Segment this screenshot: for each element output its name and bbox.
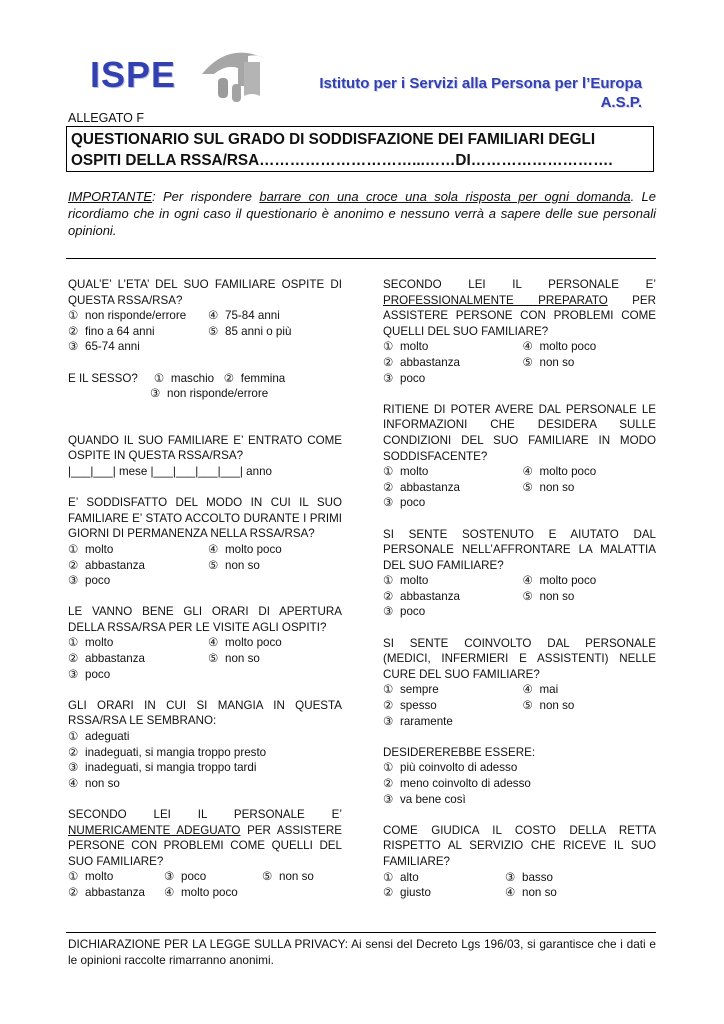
options (68, 308, 342, 355)
title-line2: OSPITI DELLA RSSA/RSA…………………………...……DI………………………. (71, 152, 613, 169)
option-1[interactable] (383, 870, 505, 886)
option-label: sempre (400, 683, 439, 697)
circle-1-icon[interactable]: ① (383, 465, 394, 479)
option-label: poco (85, 574, 111, 588)
circle-2-icon[interactable]: ② (68, 745, 79, 759)
option-2[interactable] (68, 558, 202, 574)
circle-2-icon[interactable]: ② (68, 652, 79, 666)
option-label: più coinvolto di adesso (400, 761, 518, 775)
option-label: alto (400, 870, 419, 884)
circle-3-icon[interactable]: ③ (68, 667, 79, 681)
option-label: non so (539, 699, 575, 713)
circle-3-icon[interactable]: ③ (383, 496, 394, 510)
circle-2-icon[interactable]: ② (68, 558, 79, 572)
circle-5-icon[interactable]: ⑤ (522, 699, 533, 713)
footer-divider (66, 932, 656, 933)
question-text: GLI ORARI IN CUI SI MANGIA IN QUESTA RSSA/RSA LE SEMBRANO: (68, 698, 342, 728)
circle-5-icon[interactable]: ⑤ (522, 480, 533, 494)
options (68, 729, 342, 791)
option-1[interactable] (68, 542, 202, 558)
option-4[interactable] (208, 542, 342, 558)
question-staff-numbers (68, 807, 342, 901)
circle-5-icon[interactable]: ⑤ (522, 355, 533, 369)
section-divider (66, 258, 656, 259)
option-label: molto (400, 574, 429, 588)
title-line1: QUESTIONARIO SUL GRADO DI SODDISFAZIONE DEI FAMILIARI DEGLI (71, 131, 596, 148)
circle-2-icon[interactable]: ② (383, 355, 394, 369)
circle-5-icon[interactable]: ⑤ (208, 558, 219, 572)
option-1[interactable] (383, 682, 517, 698)
circle-3-icon[interactable]: ③ (383, 371, 394, 385)
option-label: basso (522, 870, 553, 884)
circle-1-icon[interactable]: ① (383, 870, 394, 884)
option-label: molto poco (181, 885, 238, 899)
option-label: molto (85, 542, 114, 556)
circle-1-icon[interactable]: ① (68, 730, 79, 744)
option-label: non so (225, 558, 260, 572)
question-text (68, 807, 342, 869)
circle-2-icon[interactable]: ② (68, 885, 79, 899)
option-label: abbastanza (85, 652, 145, 666)
question-text: QUANDO IL SUO FAMILIARE E’ ENTRATO COME OSPITE IN QUESTA RSSA/RSA? (68, 433, 342, 463)
question-welcome (68, 495, 342, 589)
circle-2-icon[interactable]: ② (223, 371, 235, 385)
circle-3-icon[interactable]: ③ (164, 870, 175, 884)
question-sex-row (68, 371, 342, 387)
circle-2-icon[interactable]: ② (383, 480, 394, 494)
option-1[interactable] (68, 308, 202, 324)
option-3[interactable] (68, 386, 342, 402)
question-text-underlined: NUMERICAMENTE ADEGUATO (68, 823, 241, 837)
option-1[interactable] (383, 573, 517, 589)
option-5[interactable] (523, 355, 657, 371)
option-label: fino a 64 anni (85, 324, 155, 338)
instructions-part2: . Le ricordiamo che in ogni caso il questionario è anonimo e nessuno verrà a sapere delle sue personali opinioni. (68, 189, 656, 238)
attachment-label: ALLEGATO F (68, 111, 144, 125)
circle-2-icon[interactable]: ② (383, 777, 394, 790)
question-text (383, 277, 656, 339)
circle-3-icon[interactable]: ③ (383, 792, 394, 806)
question-meal-times (68, 698, 342, 792)
option-label: poco (85, 667, 111, 681)
option-5[interactable] (523, 589, 657, 605)
option-1[interactable] (383, 760, 656, 776)
option-5[interactable] (262, 870, 314, 883)
option-label: raramente (400, 714, 453, 728)
option-5[interactable] (208, 324, 342, 340)
question-text: QUAL’E’ L’ETA’ DEL SUO FAMILIARE OSPITE DI QUESTA RSSA/RSA? (68, 278, 342, 307)
option-4[interactable] (523, 682, 657, 698)
option-label: inadeguati, si mangia troppo presto (85, 745, 267, 759)
option-1[interactable] (154, 372, 214, 385)
option-4[interactable] (523, 573, 657, 589)
option-4[interactable] (208, 308, 342, 324)
option-label: abbastanza (400, 589, 460, 603)
privacy-statement: DICHIARAZIONE PER LA LEGGE SULLA PRIVACY: Ai sensi del Decreto Lgs 196/03, si garantisce che i dati e le opinioni raccolte rimarranno anonimi. (68, 937, 656, 967)
option-label: spesso (400, 699, 437, 713)
options (68, 635, 342, 682)
option-label: molto (85, 636, 114, 650)
option-label: 85 anni o più (225, 324, 292, 338)
option-1[interactable] (383, 464, 517, 480)
circle-2-icon[interactable]: ② (383, 699, 394, 713)
question-desired-involvement (383, 745, 656, 807)
option-label: maschio (170, 371, 215, 385)
question-cost (383, 823, 656, 901)
options-row1 (68, 869, 342, 885)
date-fields[interactable]: |___|___| mese |___|___|___|___| anno (68, 464, 272, 478)
option-label: molto (85, 870, 114, 884)
circle-4-icon[interactable]: ④ (505, 886, 516, 900)
option-2[interactable] (68, 885, 164, 901)
option-label: mai (539, 683, 559, 697)
question-text-underlined: PROFESSIONALMENTE PREPARATO (383, 293, 608, 307)
option-4[interactable] (523, 464, 657, 480)
options-row1 (383, 870, 656, 886)
option-2[interactable] (224, 372, 285, 385)
option-label: femmina (240, 371, 286, 385)
circle-4-icon[interactable]: ④ (164, 885, 175, 899)
option-label: poco (400, 496, 426, 510)
circle-1-icon[interactable]: ① (68, 636, 79, 650)
option-5[interactable] (523, 698, 657, 714)
circle-4-icon[interactable]: ④ (522, 340, 533, 354)
circle-3-icon[interactable]: ③ (150, 387, 161, 401)
option-4[interactable] (164, 886, 238, 899)
option-1[interactable] (68, 729, 342, 745)
option-label: molto (400, 340, 429, 354)
options (383, 464, 656, 511)
option-2[interactable] (68, 324, 202, 340)
circle-3-icon[interactable]: ③ (505, 870, 516, 884)
option-3[interactable] (383, 604, 517, 620)
option-label: non so (539, 480, 575, 494)
circle-1-icon[interactable]: ① (383, 340, 394, 354)
question-staff-training (383, 277, 656, 386)
option-5[interactable] (208, 651, 342, 667)
option-1[interactable] (383, 339, 517, 355)
circle-1-icon[interactable]: ① (383, 683, 394, 697)
option-label: poco (400, 605, 426, 619)
option-label: poco (400, 371, 426, 385)
option-label: molto poco (225, 636, 282, 650)
circle-3-icon[interactable]: ③ (68, 340, 79, 354)
option-label: 75-84 anni (225, 309, 280, 323)
question-text: SI SENTE COINVOLTO DAL PERSONALE (MEDICI, INFERMIERI E ASSISTENTI) NELLE CURE DEL SUO FAMILIARE? (383, 636, 656, 681)
circle-1-icon[interactable]: ① (383, 761, 394, 775)
option-label: meno coinvolto di adesso (400, 777, 531, 790)
option-label: abbastanza (400, 480, 460, 494)
right-column (383, 277, 656, 916)
circle-5-icon[interactable]: ⑤ (262, 870, 273, 884)
question-age (68, 277, 342, 355)
option-label: non so (85, 776, 120, 790)
circle-1-icon[interactable]: ① (68, 542, 79, 556)
circle-2-icon[interactable]: ② (383, 589, 394, 603)
option-2[interactable] (68, 651, 202, 667)
option-label: poco (181, 870, 207, 884)
option-5[interactable] (208, 558, 342, 574)
option-2[interactable] (383, 698, 517, 714)
option-1[interactable] (68, 869, 164, 885)
option-3[interactable] (68, 667, 202, 683)
question-text: RITIENE DI POTER AVERE DAL PERSONALE LE INFORMAZIONI CHE DESIDERA SULLE CONDIZIONI DEL SUO FAMILIARE IN MODO SODDISFACENTE? (383, 402, 656, 463)
options-row2 (68, 885, 342, 901)
option-label: abbastanza (85, 885, 145, 899)
circle-5-icon[interactable]: ⑤ (208, 324, 219, 338)
option-2[interactable] (383, 480, 517, 496)
option-3[interactable] (68, 760, 342, 776)
option-label: molto poco (225, 542, 282, 556)
circle-2-icon[interactable]: ② (383, 886, 394, 900)
circle-1-icon[interactable]: ① (383, 574, 394, 588)
option-label: 65-74 anni (85, 340, 140, 354)
document-title (66, 126, 654, 172)
option-label: abbastanza (85, 558, 145, 572)
option-label: non so (539, 355, 575, 369)
option-1[interactable] (68, 635, 202, 651)
option-3[interactable] (505, 871, 553, 884)
option-label: molto (400, 465, 429, 479)
question-sex (68, 371, 342, 402)
option-3[interactable] (68, 339, 202, 355)
option-label: molto poco (539, 465, 597, 479)
options-row2 (383, 885, 656, 901)
option-label: non so (279, 870, 314, 884)
option-3[interactable] (164, 869, 262, 885)
option-4[interactable] (505, 886, 557, 899)
circle-4-icon[interactable]: ④ (208, 309, 219, 323)
option-label: molto poco (539, 574, 597, 588)
circle-2-icon[interactable]: ② (68, 324, 79, 338)
instructions-underlined: barrare con una croce una sola risposta per ogni domanda (259, 189, 631, 204)
question-text: E IL SESSO? (68, 371, 138, 385)
question-information (383, 402, 656, 511)
question-text: LE VANNO BENE GLI ORARI DI APERTURA DELLA RSSA/RSA PER LE VISITE AGLI OSPITI? (68, 605, 342, 634)
organization-name-line1: Istituto per i Servizi alla Persona per l’Europa (319, 75, 642, 92)
circle-4-icon[interactable]: ④ (522, 683, 533, 697)
option-label: non risponde/errore (167, 387, 269, 401)
options (383, 682, 656, 729)
circle-3-icon[interactable]: ③ (383, 714, 394, 728)
circle-1-icon[interactable]: ① (68, 870, 79, 884)
question-text: COME GIUDICA IL COSTO DELLA RETTA RISPETTO AL SERVIZIO CHE RICEVE IL SUO FAMILIARE? (383, 823, 656, 868)
option-label: molto poco (539, 340, 597, 354)
option-3[interactable] (68, 573, 202, 589)
circle-4-icon[interactable]: ④ (68, 776, 79, 790)
option-5[interactable] (523, 480, 657, 496)
option-2[interactable] (383, 589, 517, 605)
question-text-part: SECONDO LEI IL PERSONALE E’ (68, 808, 342, 821)
circle-1-icon[interactable]: ① (153, 371, 165, 385)
option-3[interactable] (383, 792, 656, 808)
circle-4-icon[interactable]: ④ (522, 465, 533, 479)
option-label: non so (225, 652, 260, 666)
question-text: SI SENTE SOSTENUTO E AIUTATO DAL PERSONALE NELL’AFFRONTARE LA MALATTIA DEL SUO FAMILIARE? (383, 527, 656, 572)
options (68, 542, 342, 589)
option-4[interactable] (208, 635, 342, 651)
circle-3-icon[interactable]: ③ (68, 761, 79, 775)
organization-name (319, 74, 642, 112)
options (383, 760, 656, 807)
option-2[interactable] (68, 745, 342, 761)
circle-1-icon[interactable]: ① (68, 309, 79, 323)
option-3[interactable] (383, 714, 517, 730)
option-4[interactable] (68, 776, 342, 792)
option-label: non risponde/errore (85, 309, 187, 323)
circle-5-icon[interactable]: ⑤ (522, 589, 533, 603)
options (383, 573, 656, 620)
question-text-part: PER ASSISTERE PERSONE CON PROBLEMI COME QUELLI DEL SUO FAMILIARE? (383, 293, 657, 338)
options (383, 339, 656, 386)
option-4[interactable] (523, 339, 657, 355)
question-text: E’ SODDISFATTO DEL MODO IN CUI IL SUO FAMILIARE E’ STATO ACCOLTO DURANTE I PRIMI GIORNI DI PERMANENZA NELLA RSSA/RSA? (68, 496, 342, 541)
option-3[interactable] (383, 495, 517, 511)
circle-4-icon[interactable]: ④ (522, 574, 533, 588)
circle-3-icon[interactable]: ③ (383, 605, 394, 619)
option-label: abbastanza (400, 355, 460, 369)
logo-text: ISPE (90, 54, 177, 95)
option-label: adeguati (85, 730, 130, 744)
circle-3-icon[interactable]: ③ (68, 574, 79, 588)
question-text-part: SECONDO LEI IL PERSONALE E’ (383, 278, 656, 291)
question-text: DESIDEREREBBE ESSERE: (383, 745, 536, 759)
instructions-label: IMPORTANTE (68, 189, 153, 204)
question-involvement (383, 636, 656, 730)
option-label: inadeguati, si mangia troppo tardi (85, 761, 257, 775)
circle-5-icon[interactable]: ⑤ (208, 652, 219, 666)
option-label: non so (522, 886, 557, 900)
question-visiting-hours (68, 604, 342, 682)
question-text-part: PER ASSISTERE PERSONE CON PROBLEMI COME QUELLI DEL SUO FAMILIARE? (68, 823, 342, 868)
option-2[interactable] (383, 355, 517, 371)
option-label: va bene così (400, 792, 466, 806)
option-2[interactable] (383, 885, 505, 901)
circle-4-icon[interactable]: ④ (208, 542, 219, 556)
option-2[interactable] (383, 776, 656, 792)
house-logo-icon (198, 44, 268, 108)
question-support (383, 527, 656, 621)
left-column (68, 277, 342, 916)
instructions (68, 188, 656, 239)
question-entry-date (68, 433, 342, 480)
organization-name-line2: A.S.P. (600, 94, 642, 111)
circle-4-icon[interactable]: ④ (208, 636, 219, 650)
option-label: giusto (400, 886, 431, 900)
option-3[interactable] (383, 371, 517, 387)
instructions-part1: : Per rispondere (152, 189, 260, 204)
option-label: non so (539, 589, 575, 603)
